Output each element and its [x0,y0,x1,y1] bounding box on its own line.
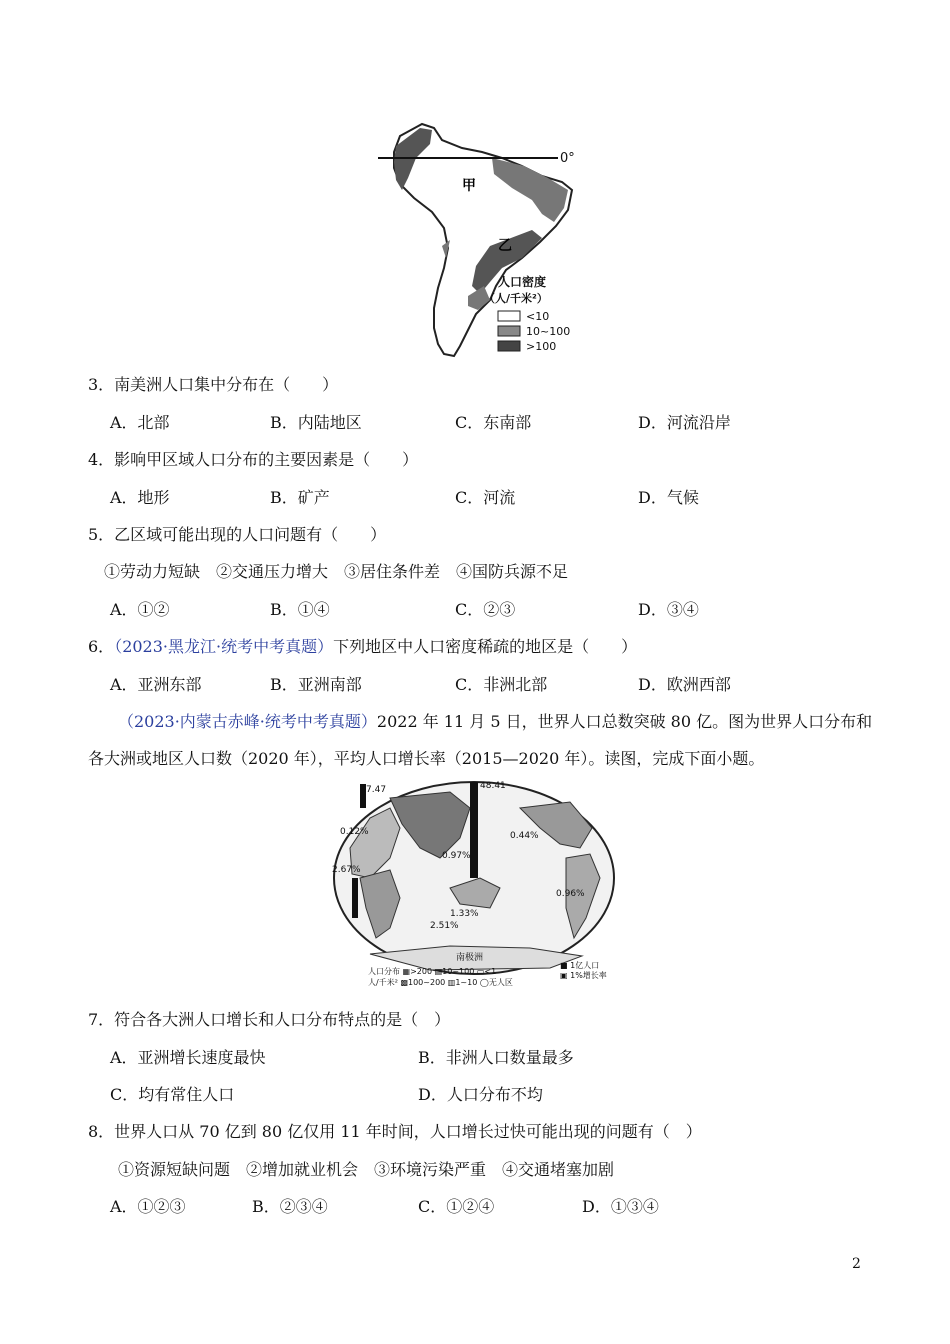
asia-population-bar [470,782,478,878]
q3-option-d[interactable]: D．河流沿岸 [638,413,731,432]
q5-option-d[interactable]: D．③④ [638,600,699,619]
legend-unit: （人/千米²） [484,292,548,305]
q4-option-d[interactable]: D．气候 [638,488,699,507]
q4-option-c[interactable]: C．河流 [455,488,516,507]
q6-option-b[interactable]: B．亚洲南部 [270,675,362,694]
map2-label-europe-pop: 7.47 [366,785,387,795]
equator-label: 0° [560,151,575,166]
intro-line-2: 各大洲或地区人口数（2020 年），平均人口增长率（2015—2020 年）。读图，完成下面小题。 [88,749,765,768]
q7-option-d[interactable]: D．人口分布不均 [418,1085,543,1104]
map2-legend-right-1: ■ 1亿人口 [560,961,600,970]
south-america-map [372,118,602,360]
legend-item-high: >100 [526,340,557,353]
map2-label-asia-rate: 0.97% [442,851,471,861]
q7-option-b[interactable]: B．非洲人口数量最多 [418,1048,574,1067]
map2-label-na-rate: 0.44% [510,831,539,841]
map2-legend-line-2: 人/千米² ▩100~200 ▥1~10 ◯无人区 [368,978,513,987]
map2-label-growth-2: 2.51% [430,921,459,931]
q6-number: 6． [88,637,115,656]
q3-stem: 3．南美洲人口集中分布在（ ） [88,375,339,394]
intro-text-1: 2022 年 11 月 5 日，世界人口总数突破 80 亿。图为世界人口分布和 [376,712,873,731]
q6-line [88,634,637,657]
legend-item-low: <10 [526,310,550,323]
q7-option-c[interactable]: C．均有常住人口 [110,1085,235,1104]
q7-stem: 7．符合各大洲人口增长和人口分布特点的是（ ） [88,1010,451,1029]
q5-items: ①劳动力短缺 ②交通压力增大 ③居住条件差 ④国防兵源不足 [104,562,569,581]
region-jia-label: 甲 [462,178,476,194]
q4-stem: 4．影响甲区域人口分布的主要因素是（ ） [88,450,419,469]
q5-option-c[interactable]: C．②③ [455,600,516,619]
q4-option-a[interactable]: A．地形 [110,488,170,507]
map2-label-antarctica: 南极洲 [456,953,484,963]
q5-option-b[interactable]: B．①④ [270,600,330,619]
q5-stem: 5．乙区域可能出现的人口问题有（ ） [88,525,387,544]
q6-option-c[interactable]: C．非洲北部 [455,675,548,694]
q3-option-a[interactable]: A．北部 [110,413,170,432]
q6-source: （2023·黑龙江·统考中考真题） [114,637,334,656]
map2-legend-right-2: ▣ 1%增长率 [560,971,607,980]
map2-label-europe-rate: 0.12% [340,827,369,837]
map2-label-oceania-rate: 1.33% [450,909,479,919]
map2-label-sa-rate: 0.96% [556,889,585,899]
legend-item-mid: 10~100 [526,325,571,338]
q3-option-c[interactable]: C．东南部 [455,413,532,432]
q5-option-a[interactable]: A．①② [110,600,170,619]
map2-legend-line-1: 人口分布 ▦>200 ▤10~100 ▭<1 [368,967,497,976]
q8-stem: 8．世界人口从 70 亿到 80 亿仅用 11 年时间，人口增长过快可能出现的问题有（ ） [88,1122,702,1141]
q3-option-b[interactable]: B．内陆地区 [270,413,362,432]
world-population-map [330,778,620,988]
map2-label-africa-rate: 2.67% [332,865,361,875]
intro-source: （2023·内蒙古赤峰·统考中考真题） [118,712,377,731]
q6-option-a[interactable]: A．亚洲东部 [110,675,202,694]
region-yi-label: 乙 [498,238,512,254]
africa-population-bar [352,878,358,918]
q8-option-b[interactable]: B．②③④ [252,1197,328,1216]
q7-option-a[interactable]: A．亚洲增长速度最快 [110,1048,266,1067]
q6-option-d[interactable]: D．欧洲西部 [638,675,731,694]
legend-title: 人口密度 [498,275,547,289]
q8-items: ①资源短缺问题 ②增加就业机会 ③环境污染严重 ④交通堵塞加剧 [118,1160,615,1179]
map2-label-asia-pop: 48.41 [480,781,506,791]
intro-line-1 [118,709,872,732]
q8-option-a[interactable]: A．①②③ [110,1197,186,1216]
q8-option-c[interactable]: C．①②④ [418,1197,495,1216]
q8-option-d[interactable]: D．①③④ [582,1197,659,1216]
page-number: 2 [852,1256,861,1272]
q4-option-b[interactable]: B．矿产 [270,488,330,507]
q6-stem: 下列地区中人口密度稀疏的地区是（ ） [333,637,638,656]
